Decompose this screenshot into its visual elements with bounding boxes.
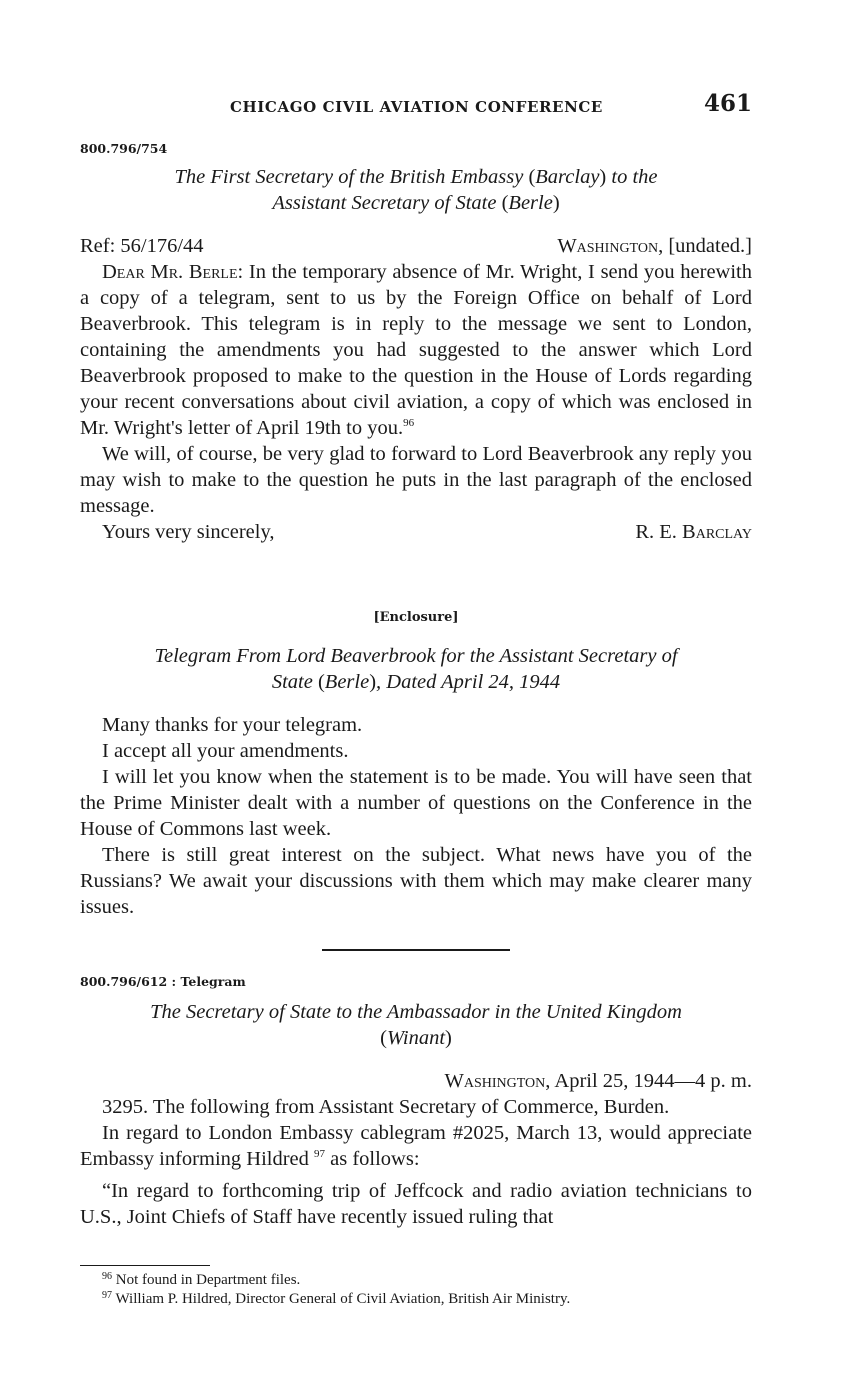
title-text: The First Secretary of the British Embassy (174, 166, 529, 188)
title-text: , Dated April 24, 1944 (376, 671, 561, 693)
footnote-ref-97: 97 (314, 1148, 326, 1160)
running-header (80, 90, 752, 124)
telegram-line-1: Many thanks for your telegram. (102, 714, 363, 736)
title-paren: ( (380, 1027, 387, 1049)
paragraph-text: In regard to London Embassy cablegram #2025, March 13, would appreciate Embassy informing Hildred (80, 1122, 752, 1170)
footnote-text: Not found in Department files. (115, 1272, 301, 1288)
document-title-1 (80, 164, 752, 216)
title-paren: ) (552, 192, 560, 214)
closing: Yours very sincerely, (102, 521, 275, 543)
letter-body (80, 233, 752, 545)
letter-paragraph-1 (80, 259, 752, 441)
file-number-754: 800.796/754 (80, 141, 168, 156)
telegram-2-paragraph-1: 3295. The following from Assistant Secretary of Commerce, Burden. (102, 1096, 670, 1118)
closing-line (80, 519, 752, 545)
footnote-mark: 97 (102, 1290, 112, 1301)
title-name: Winant (386, 1027, 446, 1049)
title-paren: ( (317, 671, 325, 693)
signature: R. E. Barclay (635, 521, 752, 543)
reference-line (80, 233, 752, 259)
footnote-mark: 96 (102, 1271, 112, 1282)
footnote-96 (80, 1271, 752, 1289)
paragraph-text: as follows: (325, 1148, 420, 1170)
title-paren: ( (528, 166, 536, 188)
enclosure-title (80, 643, 752, 695)
dateline (557, 233, 752, 259)
title-text: to the (606, 166, 658, 188)
telegram-paragraph-4: There is still great interest on the subject. What news have you of the Russians? We await your discussions with them which may make clearer many issues. (80, 844, 752, 918)
title-text: State (271, 671, 318, 693)
title-paren: ) (445, 1027, 452, 1049)
title-text: The Secretary of State to the Ambassador in the United Kingdom (150, 1001, 682, 1023)
footnote-ref-96: 96 (403, 417, 415, 429)
page-number: 461 (703, 90, 752, 117)
dateline-date: , [undated.] (658, 235, 752, 257)
title-paren: ) (599, 166, 607, 188)
footnote-rule (80, 1265, 210, 1266)
title-name: Berle (508, 192, 553, 214)
dateline-place: Washington (557, 235, 659, 257)
title-name: Berle (324, 671, 370, 693)
title-text: Telegram From Lord Beaverbrook for the Assistant Secretary of (154, 645, 678, 667)
reference-number: Ref: 56/176/44 (80, 235, 204, 257)
file-number-612: 800.796/612 : Telegram (80, 974, 246, 989)
document-title-2 (80, 999, 752, 1051)
telegram-body (80, 712, 752, 920)
telegram-paragraph-3: I will let you know when the statement is to be made. You will have seen that the Prime Minister dealt with a number of questions on the Conference in the House of Commons last week. (80, 766, 752, 840)
telegram-2-paragraph-2 (80, 1120, 752, 1172)
telegram-line-2: I accept all your amendments. (102, 740, 349, 762)
footnote-text: William P. Hildred, Director General of Civil Aviation, British Air Ministry. (115, 1291, 571, 1307)
title-paren: ) (369, 671, 377, 693)
title-name: Barclay (535, 166, 600, 188)
footnote-97 (80, 1290, 752, 1308)
paragraph-text: : In the temporary absence of Mr. Wright, I send you herewith a copy of a telegram, sent to us by the Foreign Office on behalf of Lord Beaverbrook. This telegram is in reply to the message we sent to London, containing the amendments you had suggested to the answer which Lord Beaverbrook proposed to make to the question in the House of Lords regarding your recent conversations about civil aviation, a copy of which was enclosed in Mr. Wright's letter of April 19th to you. (80, 261, 752, 439)
enclosure-label: [Enclosure] (373, 610, 459, 625)
section-divider (322, 949, 510, 951)
salutation: Dear Mr. Berle (102, 261, 238, 283)
telegram-2-paragraph-3: “In regard to forthcoming trip of Jeffcock and radio aviation technicians to U.S., Joint Chiefs of Staff have recently issued ruling that (80, 1180, 752, 1228)
title-text: Assistant Secretary of State (272, 192, 502, 214)
telegram-2-body (80, 1068, 752, 1230)
title-paren: ( (501, 192, 509, 214)
dateline-2 (80, 1068, 752, 1094)
dateline-date: , April 25, 1944—4 p. m. (545, 1070, 752, 1092)
letter-paragraph-2: We will, of course, be very glad to forward to Lord Beaverbrook any reply you may wish to make to the question he puts in the last paragraph of the enclosed message. (80, 443, 752, 517)
running-title: CHICAGO CIVIL AVIATION CONFERENCE (230, 98, 603, 116)
dateline-place: Washington (444, 1070, 546, 1092)
